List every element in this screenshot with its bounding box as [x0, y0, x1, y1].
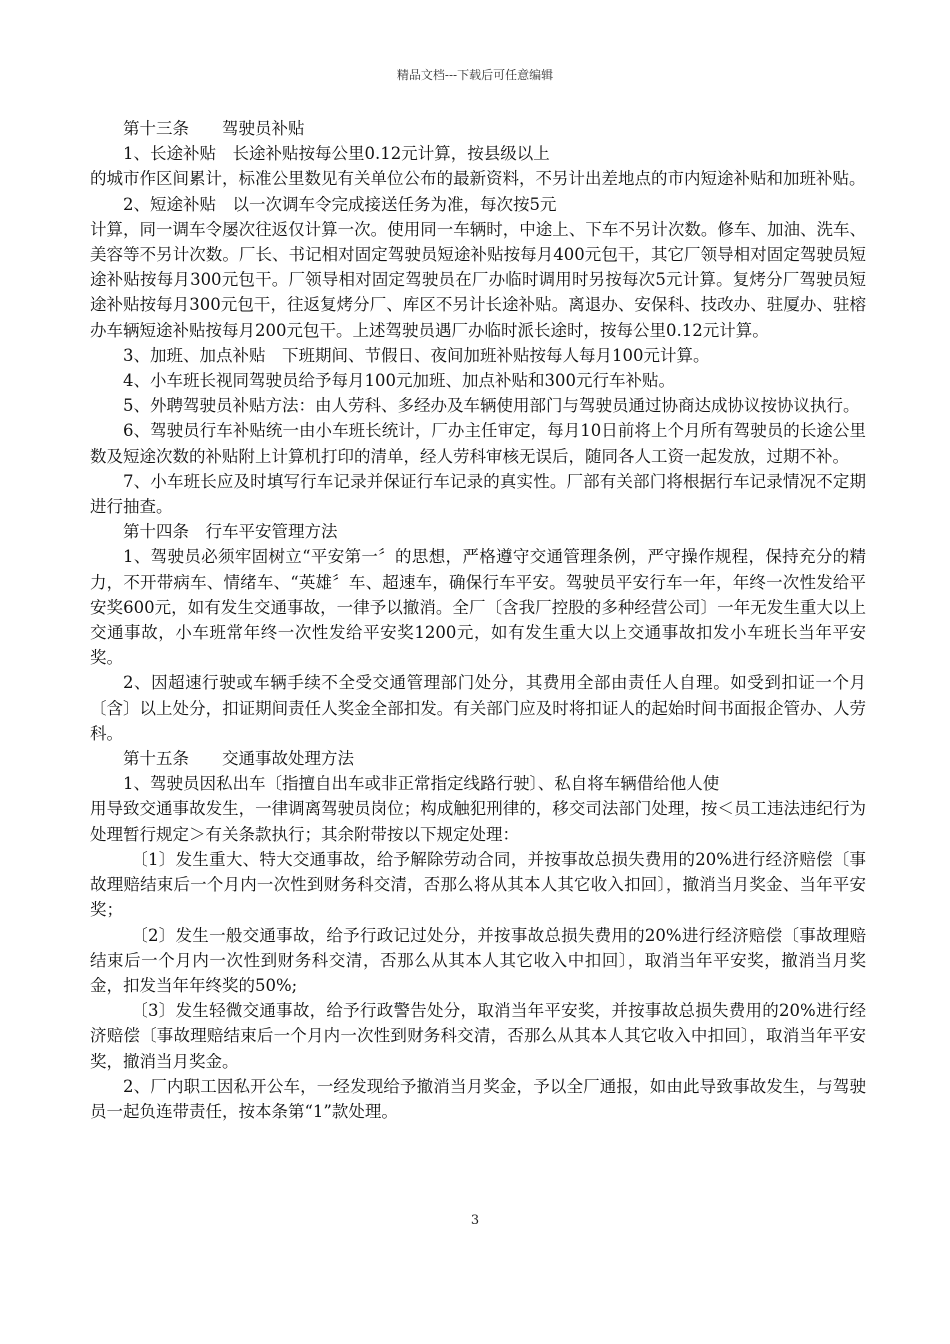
- paragraph-minor-accident: 〔3〕发生轻微交通事故，给予行政警告处分，取消当年平安奖，并按事故总损失费用的20%进行经济赔偿〔事故理赔结束后一个月内一次性到财务科交清，否那么从其本人其它收入中扣回〕，取消当年平安奖，撤消当月奖金。: [90, 1001, 866, 1071]
- paragraph-short-distance-subsidy-cont: 计算，同一调车令屡次往返仅计算一次。使用同一车辆时，中途上、下车不另计次数。修车、加油、洗车、美容等不另计次数。厂长、书记相对固定驾驶员短途补贴按每月400元包干，其它厂领导相对固定驾驶员短途补贴按每月300元包干。厂领导相对固定驾驶员在厂办临时调用时另按每次5元计算。复烤分厂驾驶员短途补贴按每月300元包干，往返复烤分厂、库区不另计长途补贴。离退办、安保科、技改办、驻厦办、驻榕办车辆短途补贴按每月200元包干。上述驾驶员遇厂办临时派长途时，按每公里0.12元计算。: [90, 219, 866, 340]
- page-number: 3: [470, 1213, 480, 1228]
- paragraph-long-distance-subsidy-cont: 的城市作区间累计，标准公里数见有关单位公布的最新资料，不另计出差地点的市内短途补贴和加班补贴。: [90, 169, 866, 189]
- paragraph-external-driver-subsidy: 5、外聘驾驶员补贴方法：由人劳科、多经办及车辆使用部门与驾驶员通过协商达成协议按协议执行。: [123, 396, 860, 416]
- document-body: [90, 116, 866, 1124]
- paragraph-general-accident: 〔2〕发生一般交通事故，给予行政记过处分，并按事故总损失费用的20%进行经济赔偿〔事故理赔结束后一个月内一次性到财务科交清，否那么从其本人其它收入中扣回〕，取消当年平安奖，撤消当月奖金，扣发当年年终奖的50%;: [90, 925, 866, 995]
- paragraph-private-car-use-staff: 2、厂内职工因私开公车，一经发现给予撤消当月奖金，予以全厂通报，如由此导致事故发生，与驾驶员一起负连带责任，按本条第“1”款处理。: [90, 1076, 866, 1121]
- paragraph-short-distance-subsidy: 2、短途补贴 以一次调车令完成接送任务为准，每次按5元: [123, 194, 557, 214]
- paragraph-team-leader-subsidy: 4、小车班长视同驾驶员给予每月100元加班、加点补贴和300元行车补贴。: [123, 371, 675, 391]
- page-header: 精品文档---下载后可任意编辑: [396, 68, 554, 82]
- paragraph-subsidy-statistics: 6、驾驶员行车补贴统一由小车班长统计，厂办主任审定，每月10日前将上个月所有驾驶员的长途公里数及短途次数的补贴附上计算机打印的清单，经人劳科审核无误后，随同各人工资一起发放，过期不补。: [90, 421, 866, 466]
- paragraph-driving-records: 7、小车班长应及时填写行车记录并保证行车记录的真实性。厂部有关部门将根据行车记录情况不定期进行抽查。: [90, 471, 866, 517]
- paragraph-overtime-subsidy: 3、加班、加点补贴 下班期间、节假日、夜间加班补贴按每人每月100元计算。: [123, 345, 710, 365]
- paragraph-private-use-accident: 1、驾驶员因私出车〔指擅自出车或非正常指定线路行驶〕、私自将车辆借给他人使: [123, 774, 720, 794]
- article-13-heading: 第十三条 驾驶员补贴: [123, 119, 305, 138]
- article-15-heading: 第十五条 交通事故处理方法: [123, 749, 354, 769]
- paragraph-major-accident: 〔1〕发生重大、特大交通事故，给予解除劳动合同，并按事故总损失费用的20%进行经济赔偿〔事故理赔结束后一个月内一次性到财务科交清，否那么将从其本人其它收入扣回〕，撤消当月奖金、当年平安奖；: [90, 849, 866, 920]
- paragraph-long-distance-subsidy: 1、长途补贴 长途补贴按每公里0.12元计算，按县级以上: [123, 144, 550, 164]
- article-14-heading: 第十四条 行车平安管理方法: [123, 522, 338, 542]
- paragraph-private-use-accident-cont: 用导致交通事故发生，一律调离驾驶员岗位；构成触犯刑律的，移交司法部门处理，按＜员工违法违纪行为处理暂行规定＞有关条款执行；其余附带按以下规定处理：: [90, 799, 866, 844]
- paragraph-speeding-penalty: 2、因超速行驶或车辆手续不全受交通管理部门处分，其费用全部由责任人自理。如受到扣证一个月〔含〕以上处分，扣证期间责任人奖金全部扣发。有关部门应及时将扣证人的起始时间书面报企管办、人劳科。: [90, 673, 866, 743]
- paragraph-safety-rules: 1、驾驶员必须牢固树立“平安第一〞的思想，严格遵守交通管理条例，严守操作规程，保持充分的精力，不开带病车、情绪车、“英雄〞车、超速车，确保行车平安。驾驶员平安行车一年，年终一次性发给平安奖600元，如有发生交通事故，一律予以撤消。全厂〔含我厂控股的多种经营公司〕一年无发生重大以上交通事故，小车班常年终一次性发给平安奖1200元，如有发生重大以上交通事故扣发小车班长当年平安奖。: [90, 547, 866, 668]
